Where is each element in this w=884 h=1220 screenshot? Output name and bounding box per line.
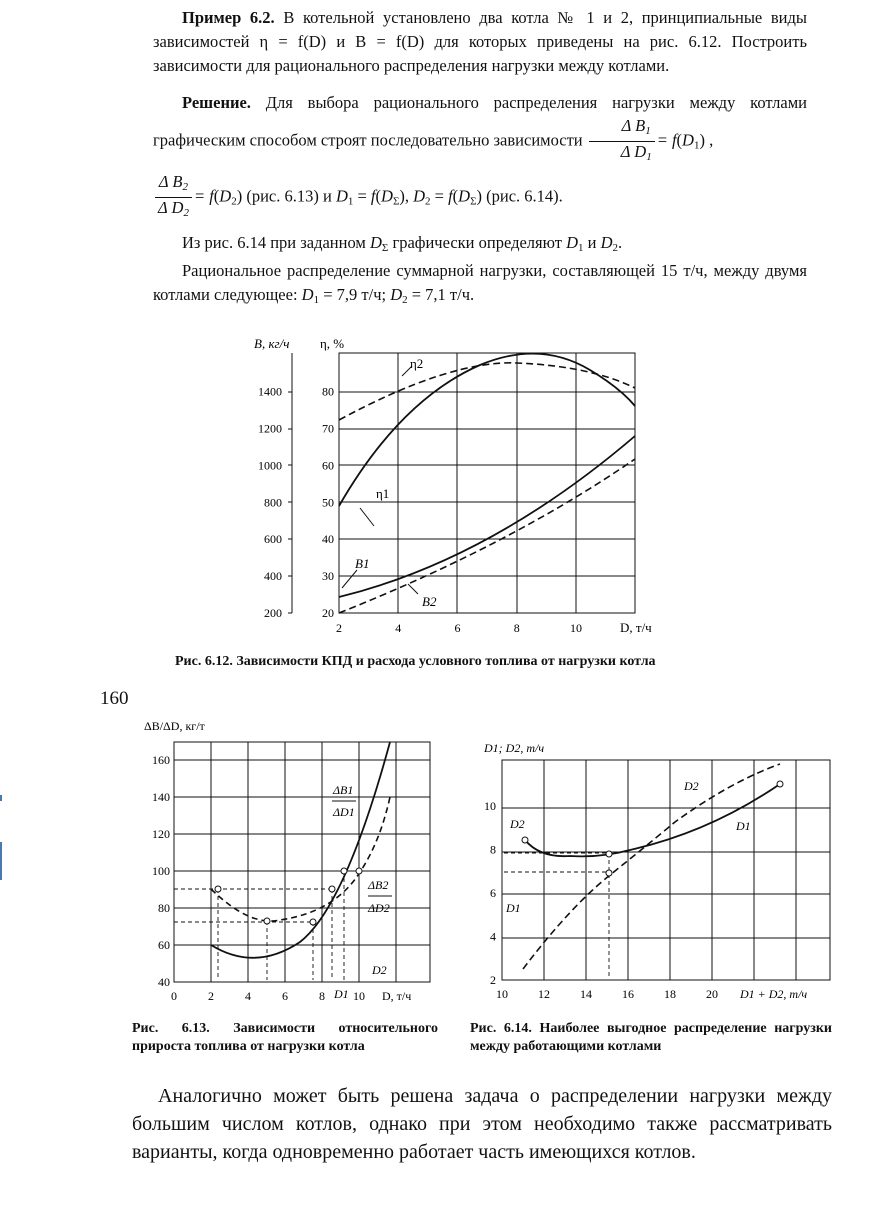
fig612-yl-tick-200: 200: [264, 606, 282, 620]
curve-eta1: [339, 354, 635, 506]
fig-6-13-caption: Рис. 6.13. Зависимости относительного прироста топлива от нагрузки котла: [132, 1021, 438, 1054]
label-b1: B1: [355, 556, 370, 571]
fig614-x-tick-14: 14: [580, 987, 592, 1001]
fig613-y-tick-100: 100: [152, 864, 170, 878]
fig613-y-tick-40: 40: [158, 975, 170, 989]
curve-b2: [339, 459, 635, 613]
label-db2: ΔB2: [368, 878, 389, 892]
fig612-x-tick-6: 6: [454, 621, 461, 635]
solution-paragraph: Решение. Для выбора рационального распределения нагрузки между котлами графическим способом строят последовательно зависимости $\frac{\Delta B_1}{\Delta D_1}$ = $f(D_1)$ ,: [153, 90, 807, 167]
curve-db1: [211, 742, 390, 958]
label-d2-left: D2: [510, 817, 525, 831]
x-label: D, т/ч: [620, 620, 652, 635]
y-label: D1; D2, т/ч: [484, 741, 545, 755]
fig614-y-tick-4: 4: [490, 929, 496, 944]
x-label: D, т/ч: [382, 989, 412, 1003]
curve-db2: [211, 797, 390, 921]
fig612-yl-tick-1000: 1000: [258, 458, 282, 473]
fig612-x-tick-4: 4: [395, 621, 402, 635]
fig612-x-tick-10: 10: [570, 621, 582, 635]
fig614-y-tick-8: 8: [490, 842, 496, 857]
fig613-y-tick-120: 120: [152, 827, 170, 841]
fig613-x-tick-10: 10: [353, 989, 365, 1003]
y-label: ΔB/ΔD, кг/т: [144, 719, 205, 733]
curve-eta2: [339, 363, 635, 420]
label-d1-right: D1: [736, 819, 751, 833]
fig613-y-tick-160: 160: [152, 753, 170, 767]
fig614-x-tick-16: 16: [622, 987, 634, 1001]
margin-mark-bar: [0, 842, 2, 880]
label-d1-left: D1: [506, 901, 521, 915]
fig612-yr-tick-80: 80: [322, 384, 334, 399]
fig612-yr-tick-20: 20: [322, 606, 334, 620]
fig613-y-tick-60: 60: [158, 938, 170, 952]
fig612-yl-tick-1200: 1200: [258, 421, 282, 436]
fig613-y-tick-80: 80: [158, 901, 170, 915]
label-eta2: η2: [410, 356, 424, 371]
solution-label: Решение.: [182, 93, 251, 112]
fig614-x-tick-12: 12: [538, 987, 550, 1001]
label-db1: ΔB1: [333, 783, 354, 797]
y-left-label: B, кг/ч: [254, 336, 290, 351]
page-number: 160: [100, 688, 129, 709]
fraction-db1-dd1: $\frac{\Delta B_1}{\Delta D_1}$: [589, 116, 655, 167]
fig612-yr-tick-70: 70: [322, 421, 334, 436]
label-dd1: ΔD1: [333, 805, 355, 819]
fig614-y-tick-2: 2: [490, 973, 496, 987]
fig-6-12-caption: Рис. 6.12. Зависимости КПД и расхода условного топлива от нагрузки котла: [175, 654, 656, 669]
example-text: В котельной установлено два котла № 1 и 2, принципиальные виды зависимостей η = f(D) и B = f(D) для которых приведены на рис. 6.12. Построить зависимости для рационального распределения нагрузки между котлами.: [153, 8, 807, 75]
last-paragraph: Аналогично может быть решена задача о распределении нагрузки между большим числом котлов, однако при этом необходимо также рассматривать варианты, когда одновременно работает часть имеющихся котлов.: [132, 1085, 832, 1163]
fig612-yl-tick-800: 800: [264, 495, 282, 510]
example-paragraph: [153, 6, 807, 78]
margin-mark: [0, 795, 2, 801]
label-dd2: ΔD2: [368, 901, 390, 915]
curve-b1: [339, 436, 635, 597]
fig614-x-tick-18: 18: [664, 987, 676, 1001]
label-eta1: η1: [376, 486, 390, 501]
fig612-yr-tick-60: 60: [322, 458, 334, 473]
fig613-x-tick-4: 4: [245, 989, 251, 1003]
fig613-x-tick-6: 6: [282, 989, 288, 1003]
fig614-x-tick-10: 10: [496, 987, 508, 1001]
fig613-x-tick-8: 8: [319, 989, 325, 1003]
fig612-yr-tick-50: 50: [322, 495, 334, 510]
fig-6-13: [140, 712, 440, 1010]
fig613-x-tick-0: 0: [171, 989, 177, 1003]
fig612-x-tick-2: 2: [336, 621, 342, 635]
fig612-yl-tick-600: 600: [264, 532, 282, 547]
label-d2: D2: [372, 963, 387, 977]
fig-6-14-caption: Рис. 6.14. Наиболее выгодное распределение нагрузки между работающими котлами: [470, 1021, 832, 1054]
fig-6-12: [240, 330, 670, 650]
fig-6-14: [470, 732, 840, 1007]
label-d1: D1: [334, 987, 349, 1001]
fig612-x-tick-8: 8: [513, 621, 520, 635]
p2: Из рис. 6.14 при заданном $D_\Sigma$ графически определяют $D_1$ и $D_2$.: [182, 233, 623, 254]
fig613-x-tick-2: 2: [208, 989, 214, 1003]
fig612-yl-tick-1400: 1400: [258, 384, 282, 399]
label-d2-right: D2: [684, 779, 699, 793]
label-b2: B2: [422, 594, 437, 609]
fig614-x-tick-20: 20: [706, 987, 718, 1001]
fig612-yr-tick-40: 40: [322, 532, 334, 547]
fraction-db2-dd2: $\frac{\Delta B_2}{\Delta D_2}$: [155, 172, 192, 223]
example-label: Пример 6.2.: [182, 8, 275, 27]
fig612-yl-tick-400: 400: [264, 569, 282, 584]
solution-text: Для выбора рационального распределения нагрузки между котлами графическим способом строят последовательно зависимости: [153, 93, 807, 150]
fig614-y-tick-10: 10: [484, 799, 496, 813]
y-right-label: η, %: [320, 336, 345, 351]
fig612-yr-tick-30: 30: [322, 569, 334, 584]
x-label: D1 + D2, т/ч: [740, 987, 808, 1001]
fig614-y-tick-6: 6: [490, 886, 496, 900]
formula-line: $\frac{\Delta B_2}{\Delta D_2}$ = $f(D_2)$ (рис. 6.13) и $D_1 = f(D_\Sigma)$, $D_2 = f(D_\Sigma)$ (рис. 6.14).: [153, 172, 807, 223]
p3: Рациональное распределение суммарной нагрузки, составляющей 15 т/ч, между двумя котлами следующее: $D_1 = 7,9$ т/ч; $D_2 = 7,1$ т/ч.: [153, 261, 807, 306]
fig613-y-tick-140: 140: [152, 790, 170, 804]
